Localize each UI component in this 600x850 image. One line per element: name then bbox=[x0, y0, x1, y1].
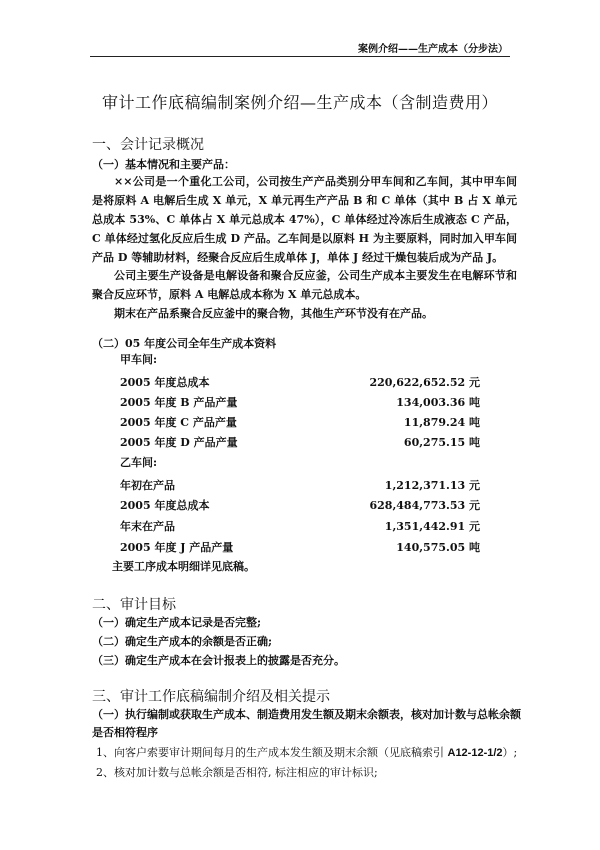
workshop-a-label: 甲车间: bbox=[120, 353, 158, 366]
cost-row-label: 2005 年度总成本 bbox=[120, 499, 210, 512]
cost-row-label: 2005 年度总成本 bbox=[120, 376, 210, 389]
header-rule bbox=[90, 56, 510, 57]
section-3-sub-1-line-1: （一）执行编制或获取生产成本、制造费用发生额及期末余额表，核对加计数与总帐余额 bbox=[92, 708, 521, 721]
step-2: 2、核对加计数与总帐余额是否相符, 标注相应的审计标识; bbox=[96, 766, 378, 779]
cost-row-label: 2005 年度 J 产品产量 bbox=[120, 541, 234, 554]
cost-row bbox=[120, 374, 480, 390]
step-1-suffix: ）; bbox=[502, 746, 518, 759]
cost-row-value: 628,484,773.53 元 bbox=[369, 499, 480, 512]
step-1-text: 1、向客户索要审计期间每月的生产成本发生额及期末余额（见底稿索引 bbox=[96, 746, 448, 759]
cost-row-value: 1,212,371.13 元 bbox=[384, 479, 480, 492]
section-1-sub-1: （一）基本情况和主要产品： bbox=[92, 158, 235, 171]
cost-row-value: 220,622,652.52 元 bbox=[369, 376, 480, 389]
cost-row bbox=[120, 477, 480, 493]
cost-row bbox=[120, 394, 480, 410]
cost-row-label: 年初在产品 bbox=[120, 479, 175, 492]
cost-row-value: 140,575.05 吨 bbox=[396, 541, 480, 554]
document-title: 审计工作底稿编制案例介绍—生产成本（含制造费用） bbox=[101, 93, 498, 112]
section-2-heading: 二、审计目标 bbox=[92, 597, 176, 613]
section-1-sub-2: （二）05 年度公司全年生产成本资料 bbox=[92, 337, 277, 350]
cost-row-value: 134,003.36 吨 bbox=[396, 396, 480, 409]
audit-objective-item: （二）确定生产成本的余额是否正确; bbox=[92, 635, 273, 648]
step-1 bbox=[96, 744, 517, 760]
cost-row-value: 1,351,442.91 元 bbox=[384, 520, 480, 533]
cost-row bbox=[120, 539, 480, 555]
section-3-heading: 三、审计工作底稿编制介绍及相关提示 bbox=[92, 689, 330, 705]
cost-row bbox=[120, 497, 480, 513]
workpaper-reference: A12-12-1/2 bbox=[447, 747, 503, 759]
cost-row bbox=[120, 414, 480, 430]
section-1-heading: 一、会计记录概况 bbox=[92, 137, 204, 153]
section-3-sub-1-line-2: 是否相符程序 bbox=[92, 726, 158, 739]
section-1-paragraph-1: ××公司是一个重化工公司，公司按生产产品类别分甲车间和乙车间，其中甲车间是将原料 A 电解后生成 X 单元，X 单元再生产产品 B 和 C 单体（其中 B 占 X 单元总成本 53%、C 单体占 X 单元总成本 47%），C 单体经过冷冻后生成液态 C 产品，C 单体经过氢化反应后生成 D 产品。乙车间是以原料 H 为主要原料，同时加入甲车间产品 D 等辅助材料，经聚合反应后生成单体 J，单体 J 经过干燥包装后成为产品 J。 bbox=[92, 175, 517, 264]
cost-row-label: 年末在产品 bbox=[120, 520, 175, 533]
section-1-paragraph-2: 公司主要生产设备是电解设备和聚合反应釜，公司生产成本主要发生在电解环节和聚合反应环节，原料 A 电解总成本称为 X 单元总成本。 bbox=[92, 269, 517, 301]
cost-row bbox=[120, 518, 480, 534]
section-1-paragraph-3: 期末在产品系聚合反应釜中的聚合物，其他生产环节没有在产品。 bbox=[114, 307, 433, 320]
cost-row-value: 60,275.15 吨 bbox=[403, 436, 480, 449]
audit-objective-item: （一）确定生产成本记录是否完整; bbox=[92, 616, 262, 629]
cost-row bbox=[120, 434, 480, 450]
cost-row-label: 2005 年度 D 产品产量 bbox=[120, 436, 238, 449]
cost-row-label: 2005 年度 B 产品产量 bbox=[120, 396, 238, 409]
audit-objective-item: （三）确定生产成本在会计报表上的披露是否充分。 bbox=[92, 654, 345, 667]
cost-row-label: 2005 年度 C 产品产量 bbox=[120, 416, 237, 429]
cost-row-value: 11,879.24 吨 bbox=[403, 416, 480, 429]
header-label: 案例介绍——生产成本（分步法） bbox=[358, 44, 508, 55]
cost-detail-note: 主要工序成本明细详见底稿。 bbox=[112, 560, 255, 573]
workshop-b-label: 乙车间: bbox=[120, 456, 158, 469]
